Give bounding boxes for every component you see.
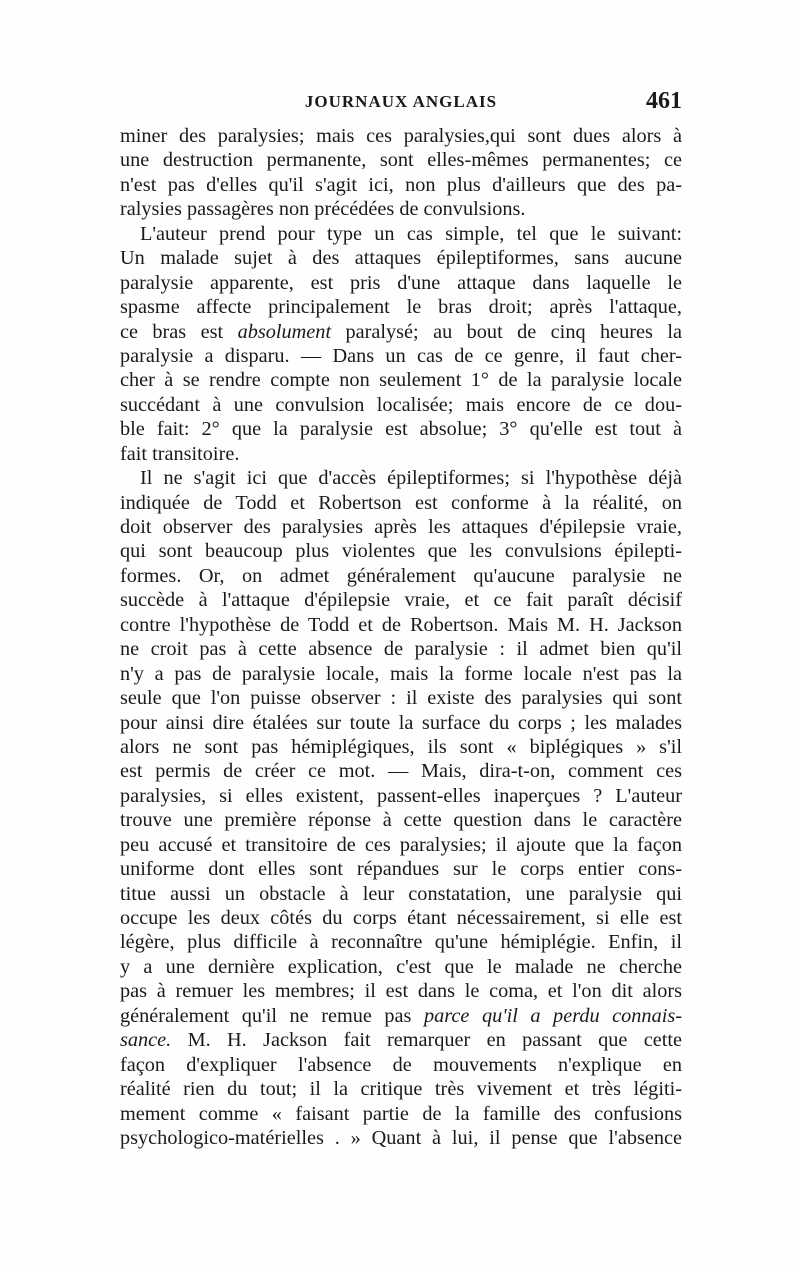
text-line: ralysies passagères non précédées de convulsions. [120, 198, 526, 221]
text-line: légère, plus difficile à reconnaître qu'une hémiplégie. Enfin, il [120, 931, 682, 954]
text-line: ne croit pas à cette absence de paralysie : il admet bien qu'il [120, 638, 682, 661]
text-line: doit observer des paralysies après les attaques d'épilepsie vraie, [120, 516, 682, 538]
text-line: occupe les deux côtés du corps étant nécessairement, si elle est [120, 907, 682, 929]
text-line: Il ne s'agit ici que d'accès épileptiformes; si l'hypothèse déjà [140, 467, 682, 490]
text-line: pour ainsi dire étalées sur toute la surface du corps ; les malades [120, 711, 682, 734]
text-line: uniforme dont elles sont répandues sur le corps entier cons- [120, 858, 682, 881]
text-line: y a une dernière explication, c'est que le malade ne cherche [120, 955, 682, 978]
text-line: réalité rien du tout; il la critique très vivement et très légiti- [120, 1078, 682, 1101]
text-line: est permis de créer ce mot. — Mais, dira-t-on, comment ces [120, 760, 682, 783]
text-line: succédant à une convulsion localisée; mais encore de ce dou- [120, 393, 682, 416]
text-line: L'auteur prend pour type un cas simple, tel que le suivant: [140, 222, 682, 245]
text-line: succède à l'attaque d'épilepsie vraie, et ce fait paraît décisif [120, 589, 682, 612]
text-line: paralysie a disparu. — Dans un cas de ce genre, il faut cher- [120, 344, 682, 367]
text-line: paralysie apparente, est pris d'une attaque dans laquelle le [120, 271, 682, 294]
text-line: fait transitoire. [120, 442, 240, 465]
text-line: Un malade sujet à des attaques épileptiformes, sans aucune [120, 247, 682, 270]
text-line: spasme affecte principalement le bras droit; après l'attaque, [120, 296, 682, 319]
text-line: seule que l'on puisse observer : il existe des paralysies qui sont [120, 687, 682, 710]
text-line: généralement qu'il ne remue pas parce qu'il a perdu connais- [120, 1004, 682, 1027]
text-line: pas à remuer les membres; il est dans le coma, et l'on dit alors [120, 980, 682, 1003]
text-line: n'y a pas de paralysie locale, mais la forme locale n'est pas la [120, 662, 682, 685]
text-line: alors ne sont pas hémiplégiques, ils sont « biplégiques » s'il [120, 735, 682, 758]
text-line: sance. M. H. Jackson fait remarquer en passant que cette [120, 1029, 682, 1052]
text-line: mement comme « faisant partie de la famille des confusions [120, 1102, 682, 1125]
running-head [120, 90, 682, 118]
page-number: 461 [646, 88, 682, 114]
running-title: JOURNAUX ANGLAIS [304, 92, 498, 111]
text-line: ce bras est absolument paralysé; au bout de cinq heures la [120, 320, 682, 343]
text-line: psychologico-matérielles . » Quant à lui, il pense que l'absence [120, 1126, 682, 1149]
text-line: peu accusé et transitoire de ces paralysies; il ajoute que la façon [120, 833, 682, 856]
text-line: paralysies, si elles existent, passent-elles inaperçues ? L'auteur [120, 784, 682, 807]
text-line: titue aussi un obstacle à leur constatation, une paralysie qui [120, 882, 682, 905]
text-line: façon d'expliquer l'absence de mouvements n'explique en [120, 1053, 682, 1076]
text-line: trouve une première réponse à cette question dans le caractère [120, 809, 682, 832]
body-text [120, 124, 682, 1150]
text-line: qui sont beaucoup plus violentes que les convulsions épilepti- [120, 540, 682, 563]
text-line: cher à se rendre compte non seulement 1° de la paralysie locale [120, 369, 682, 392]
text-line: n'est pas d'elles qu'il s'agit ici, non plus d'ailleurs que des pa- [120, 173, 682, 196]
text-line: contre l'hypothèse de Todd et de Robertson. Mais M. H. Jackson [120, 613, 682, 636]
text-line: ble fait: 2° que la paralysie est absolue; 3° qu'elle est tout à [120, 418, 682, 441]
text-line: formes. Or, on admet généralement qu'aucune paralysie ne [120, 564, 682, 587]
text-line: indiquée de Todd et Robertson est conforme à la réalité, on [120, 491, 682, 514]
text-line: une destruction permanente, sont elles-mêmes permanentes; ce [120, 149, 682, 172]
text-line: miner des paralysies; mais ces paralysies,qui sont dues alors à [120, 125, 682, 147]
